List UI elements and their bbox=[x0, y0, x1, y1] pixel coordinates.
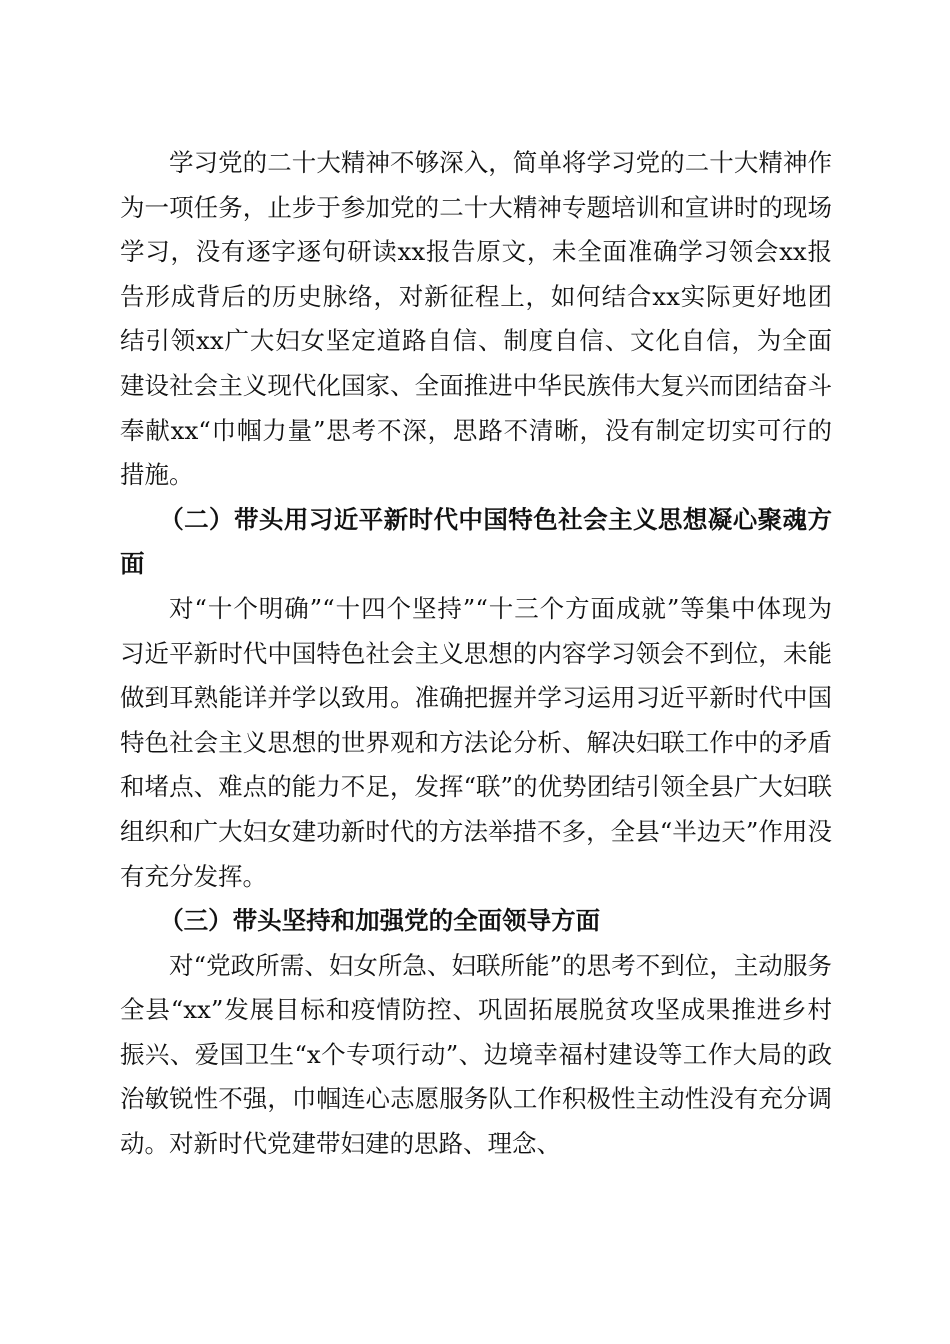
section-heading-2: （二）带头用习近平新时代中国特色社会主义思想凝心聚魂方面 bbox=[120, 504, 832, 579]
body-paragraph-2: 对“十个明确”“十四个坚持”“十三个方面成就”等集中体现为习近平新时代中国特色社会主义思想的内容学习领会不到位，未能做到耳熟能详并学以致用。准确把握并学习运用习近平新时代中国特色社会主义思想的世界观和方法论分析、解决妇联工作中的矛盾和堵点、难点的能力不足，发挥“联”的优势团结引领全县广大妇联组织和广大妇女建功新时代的方法举措不多，全县“半边天”作用没有充分发挥。 bbox=[120, 593, 832, 891]
section-heading-3: （三）带头坚持和加强党的全面领导方面 bbox=[159, 906, 601, 936]
body-paragraph-3: 对“党政所需、妇女所急、妇联所能”的思考不到位，主动服务全县“xx”发展目标和疫情防控、巩固拓展脱贫攻坚成果推进乡村振兴、爱国卫生“x个专项行动”、边境幸福村建设等工作大局的政治敏锐性不强，巾帼连心志愿服务队工作积极性主动性没有充分调动。对新时代党建带妇建的思路、理念、 bbox=[120, 950, 832, 1159]
body-paragraph-1: 学习党的二十大精神不够深入，简单将学习党的二十大精神作为一项任务，止步于参加党的二十大精神专题培训和宣讲时的现场学习，没有逐字逐句研读xx报告原文，未全面准确学习领会xx报告形成背后的历史脉络，对新征程上，如何结合xx实际更好地团结引领xx广大妇女坚定道路自信、制度自信、文化自信，为全面建设社会主义现代化国家、全面推进中华民族伟大复兴而团结奋斗奉献xx“巾帼力量”思考不深，思路不清晰，没有制定切实可行的措施。 bbox=[120, 148, 832, 490]
document-body bbox=[120, 141, 832, 1167]
